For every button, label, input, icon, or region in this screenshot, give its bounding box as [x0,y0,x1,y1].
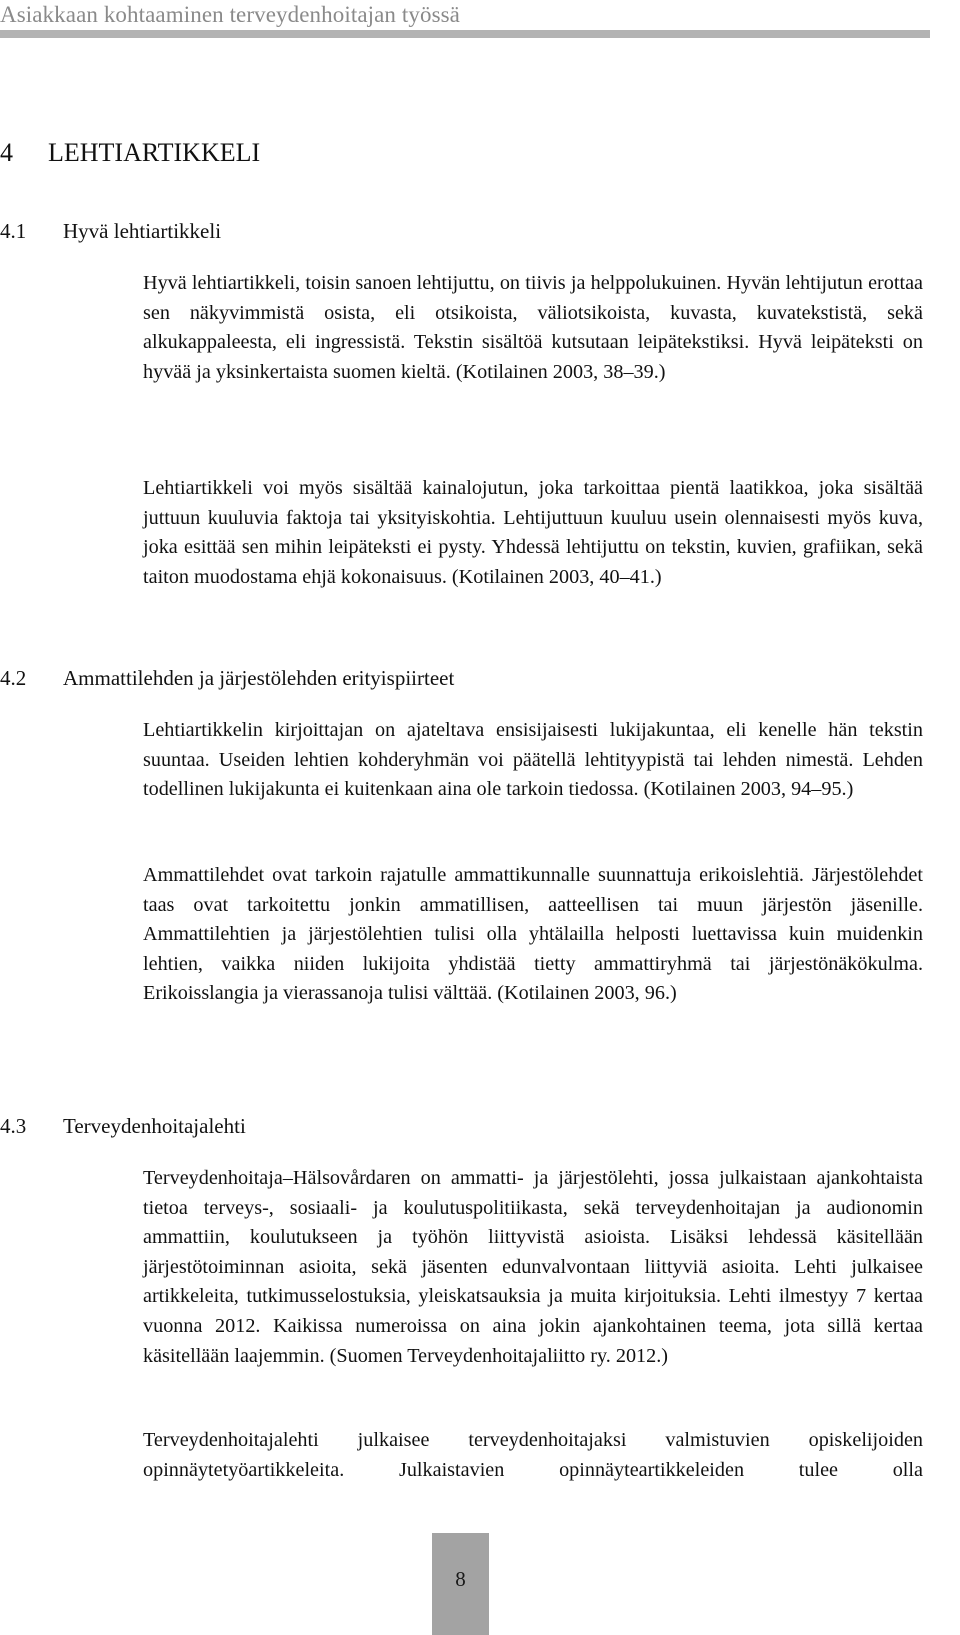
section-number: 4.2 [0,666,27,690]
section-heading [0,666,454,691]
running-header: Asiakkaan kohtaaminen terveydenhoitajan työssä [0,2,460,27]
section-title: Hyvä lehtiartikkeli [63,219,222,243]
header-rule [0,30,930,38]
section-title: Ammattilehden ja järjestölehden erityispiirteet [63,666,455,690]
page-number-box [432,1533,489,1635]
paragraph: Ammattilehdet ovat tarkoin rajatulle ammattikunnalle suunnattuja erikoislehtiä. Järjestölehdet taas ovat tarkoitettu jonkin ammatillisen, aatteellisen tai muun järjestön jäsenille. Ammattilehtien ja järjestölehtien tulisi olla yhtälailla helposti luettavissa kuin muidenkin lehtien, vaikka niiden lukijoita yhdistää tietty ammattiryhmä tai järjestönäkökulma. Erikoisslangia ja vierassanoja tulisi välttää. (Kotilainen 2003, 96.) [143,864,923,1005]
paragraph: Lehtiartikkelin kirjoittajan on ajateltava ensisijaisesti lukijakuntaa, eli kenelle hän tekstin suuntaa. Useiden lehtien kohderyhmän voi päätellä lehtityypistä tai lehden nimestä. Lehden todellinen lukijakunta ei kuitenkaan aina ole tarkoin tiedossa. (Kotilainen 2003, 94–95.) [143,719,923,801]
chapter-number: 4 [0,138,13,167]
page-number: 8 [455,1567,466,1591]
section-number: 4.1 [0,219,27,243]
section-heading [0,1114,246,1139]
chapter-heading [0,138,260,168]
paragraph: Terveydenhoitajalehti julkaisee terveydenhoitajaksi valmistuvien opiskelijoiden opinnäytetyöartikkeleita. Julkaistavien opinnäyteartikkeleiden tulee olla [143,1429,923,1481]
paragraph: Terveydenhoitaja–Hälsovårdaren on ammatti- ja järjestölehti, jossa julkaistaan ajankohtaista tietoa terveys-, sosiaali- ja koulutuspolitiikasta, sekä terveydenhoitajan ja audionomin ammattiin, koulutukseen ja työhön liittyvistä asioista. Lisäksi lehdessä käsitellään järjestötoiminnan asioita, sekä jäsenten edunvalvontaan liittyviä asioita. Lehti julkaisee artikkeleita, tutkimusselostuksia, yleiskatsauksia ja muita kirjoituksia. Lehti ilmestyy 7 kertaa vuonna 2012. Kaikissa numeroissa on aina jokin ajankohtainen teema, jota sillä kertaa käsitellään laajemmin. (Suomen Terveydenhoitajaliitto ry. 2012.) [143,1167,923,1367]
paragraph: Hyvä lehtiartikkeli, toisin sanoen lehtijuttu, on tiivis ja helppolukuinen. Hyvän lehtijutun erottaa sen näkyvimmistä osista, eli otsikoista, väliotsikoista, kuvasta, kuvatekstistä, sekä alkukappaleesta, eli ingressistä. Tekstin sisältöä kutsutaan leipätekstiksi. Hyvä leipäteksti on hyvää ja yksinkertaista suomen kieltä. (Kotilainen 2003, 38–39.) [143,272,923,383]
chapter-title: LEHTIARTIKKELI [48,138,261,167]
section-heading [0,219,221,244]
section-number: 4.3 [0,1114,27,1138]
paragraph: Lehtiartikkeli voi myös sisältää kainalojutun, joka tarkoittaa pientä laatikkoa, joka sisältää juttuun kuuluvia faktoja tai yksityiskohtia. Lehtijuttuun kuuluu usein olennaisesti myös kuva, joka esittää sen mihin leipäteksti ei pysty. Yhdessä lehtijuttu on tekstin, kuvien, grafiikan, sekä taiton muodostama ehjä kokonaisuus. (Kotilainen 2003, 40–41.) [143,477,923,588]
section-title: Terveydenhoitajalehti [63,1114,246,1138]
